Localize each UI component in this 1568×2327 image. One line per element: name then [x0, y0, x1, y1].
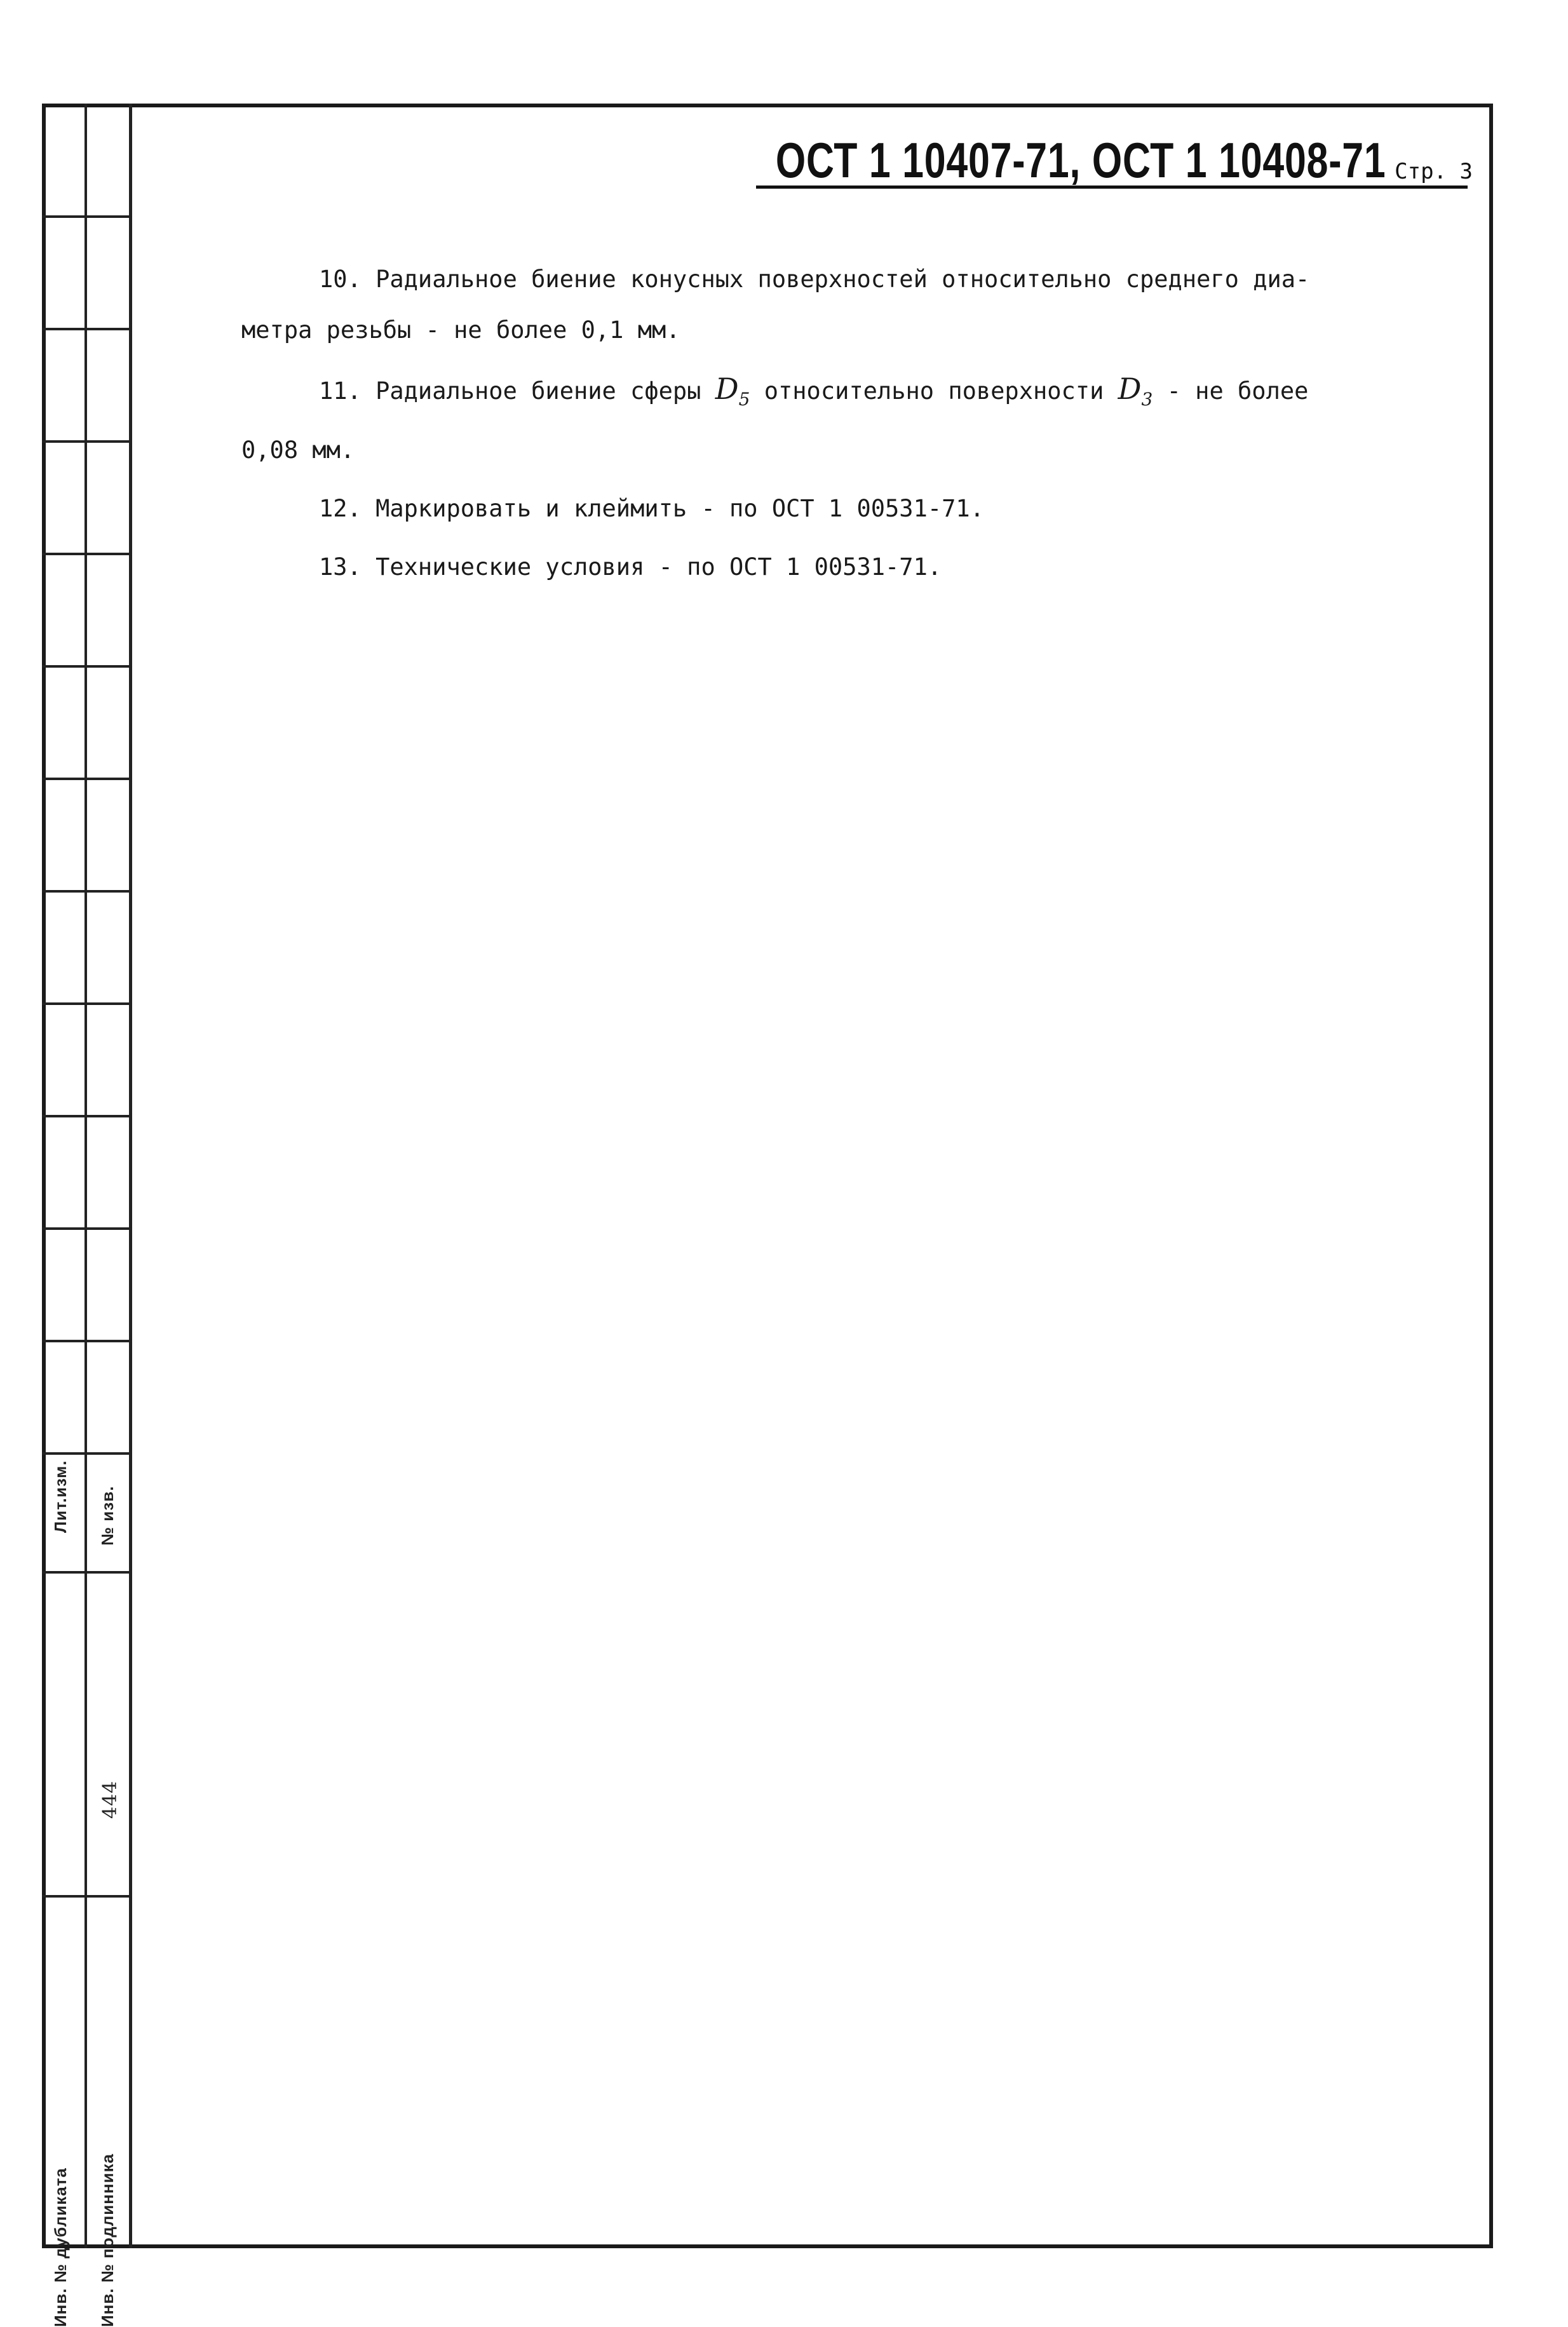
paragraph-12 — [241, 483, 1449, 534]
paragraph-10 — [241, 254, 1449, 356]
paragraph-line: 0,08 мм. — [241, 436, 355, 464]
margin-cell-divider — [42, 778, 132, 780]
page-number: Стр. 3 — [1395, 159, 1473, 184]
paragraph-line: 11. Радиальное биение сферы — [319, 377, 715, 405]
margin-cell-divider — [42, 1452, 132, 1455]
paragraph-line: - не более — [1152, 377, 1309, 405]
lit-izm-label: Лит.изм. — [51, 1460, 70, 1533]
margin-cell-divider — [42, 1227, 132, 1230]
margin-strip-column-inner — [87, 104, 132, 2248]
paragraph-line: 10. Радиальное биение конусных поверхностей относительно среднего диа- — [319, 266, 1310, 293]
margin-strip — [42, 104, 132, 2327]
symbol-d3: $D_3$ — [1118, 372, 1153, 410]
margin-cell-divider — [42, 215, 132, 218]
paragraph-11 — [241, 363, 1449, 476]
margin-strip-column-outer — [42, 104, 87, 2248]
margin-cell-divider — [42, 328, 132, 330]
inv-dublikata-label: Инв. № дубликата — [51, 2168, 70, 2327]
paragraph-line: относительно поверхности — [750, 377, 1118, 405]
margin-cell-divider — [42, 553, 132, 555]
margin-cell-divider — [42, 440, 132, 443]
margin-cell-divider — [42, 1571, 132, 1574]
header-underline — [756, 185, 1468, 189]
paragraph-13 — [241, 542, 1449, 593]
margin-cell-divider — [42, 890, 132, 893]
inv-podlinnika-label: Инв. № подлинника — [98, 2153, 117, 2327]
margin-cell-divider — [42, 1002, 132, 1005]
paragraph-line: 13. Технические условия - по ОСТ 1 00531-71. — [319, 553, 942, 581]
margin-cell-divider — [42, 665, 132, 668]
inventory-number: 444 — [99, 1780, 121, 1819]
document-body — [241, 254, 1449, 600]
margin-cell-divider — [42, 1115, 132, 1117]
paragraph-line: метра резьбы - не более 0,1 мм. — [241, 316, 680, 344]
margin-cell-divider — [42, 1895, 132, 1898]
paragraph-line: 12. Маркировать и клеймить - по ОСТ 1 00531-71. — [319, 495, 984, 523]
document-header — [604, 124, 1473, 188]
symbol-d5: $D_5$ — [715, 372, 750, 410]
no-izv-label: № изв. — [98, 1485, 117, 1546]
document-code: ОСТ 1 10407-71, ОСТ 1 10408-71 — [775, 132, 1386, 188]
margin-cell-divider — [42, 1340, 132, 1342]
